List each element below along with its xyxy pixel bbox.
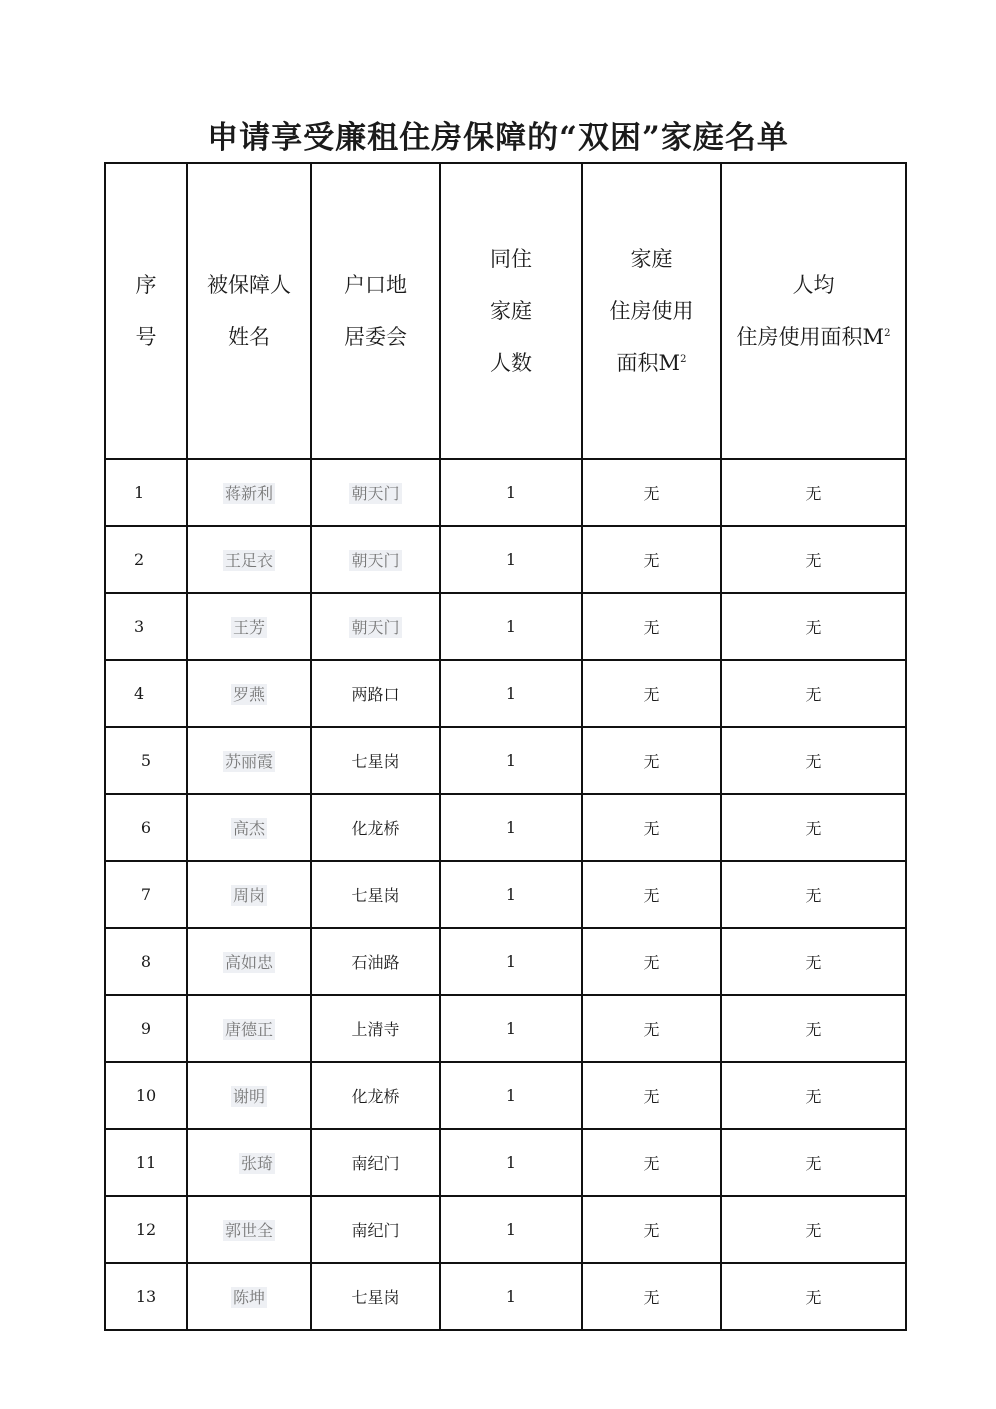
cell-members-text: 1 (505, 1287, 517, 1306)
cell-residence-text: 七星岗 (351, 1288, 400, 1307)
cell-members (440, 995, 582, 1062)
cell-members-text: 1 (505, 483, 517, 502)
cell-area-text: 无 (643, 685, 660, 704)
cell-per-capita (721, 794, 906, 861)
cell-area-text: 无 (643, 1221, 660, 1240)
cell-name (187, 459, 311, 526)
header-per-capita: 人均 住房使用面积$M^2$ (721, 163, 906, 459)
cell-area-text: 无 (643, 618, 660, 637)
cell-area (582, 794, 721, 861)
cell-per-capita-text: 无 (805, 685, 822, 704)
cell-members (440, 526, 582, 593)
cell-per-capita (721, 1129, 906, 1196)
cell-members-text: 1 (505, 1220, 517, 1239)
document-title: 申请享受廉租住房保障的“双困”家庭名单 (207, 120, 789, 156)
cell-area-text: 无 (643, 1154, 660, 1173)
cell-name-text: 高杰 (232, 819, 265, 838)
cell-members-text: 1 (505, 550, 517, 569)
cell-name (187, 593, 311, 660)
cell-name-text: 王足衣 (224, 551, 273, 570)
cell-members (440, 794, 582, 861)
cell-members-text: 1 (505, 751, 517, 770)
cell-per-capita-text: 无 (805, 1087, 822, 1106)
header-row (105, 163, 906, 459)
cell-residence-text: 南纪门 (351, 1221, 400, 1240)
cell-per-capita (721, 1062, 906, 1129)
cell-name (187, 928, 311, 995)
cell-residence (311, 593, 440, 660)
cell-seq-text: 5 (140, 751, 152, 770)
cell-area-text: 无 (643, 1087, 660, 1106)
cell-per-capita (721, 459, 906, 526)
cell-seq-text: 11 (135, 1153, 157, 1172)
table-row (105, 794, 906, 861)
cell-seq (105, 660, 187, 727)
cell-members-text: 1 (505, 818, 517, 837)
cell-members (440, 1196, 582, 1263)
cell-residence-text: 七星岗 (351, 886, 400, 905)
cell-residence-text: 两路口 (351, 685, 400, 704)
cell-name (187, 660, 311, 727)
cell-name (187, 1062, 311, 1129)
cell-seq-text: 8 (140, 952, 152, 971)
cell-per-capita-text: 无 (805, 752, 822, 771)
cell-area-text: 无 (643, 953, 660, 972)
cell-seq (105, 526, 187, 593)
cell-members (440, 1263, 582, 1330)
cell-seq (105, 1062, 187, 1129)
cell-area-text: 无 (643, 1288, 660, 1307)
cell-name-text: 唐德正 (224, 1020, 273, 1039)
cell-members-text: 1 (505, 617, 517, 636)
cell-seq-text: 12 (135, 1220, 157, 1239)
cell-per-capita (721, 1196, 906, 1263)
cell-name-text: 谢明 (232, 1087, 265, 1106)
cell-per-capita (721, 593, 906, 660)
cell-seq (105, 727, 187, 794)
cell-name (187, 1196, 311, 1263)
cell-per-capita-text: 无 (805, 618, 822, 637)
cell-residence (311, 526, 440, 593)
cell-area-text: 无 (643, 484, 660, 503)
cell-per-capita-text: 无 (805, 551, 822, 570)
cell-residence-text: 化龙桥 (351, 819, 400, 838)
cell-per-capita-text: 无 (805, 484, 822, 503)
cell-per-capita-text: 无 (805, 1020, 822, 1039)
cell-per-capita-text: 无 (805, 819, 822, 838)
cell-residence (311, 928, 440, 995)
cell-residence-text: 化龙桥 (351, 1087, 400, 1106)
cell-members-text: 1 (505, 1086, 517, 1105)
cell-seq-text: 2 (134, 550, 145, 569)
cell-seq-text: 10 (135, 1086, 157, 1105)
cell-area (582, 593, 721, 660)
table-row (105, 1196, 906, 1263)
cell-seq (105, 794, 187, 861)
cell-per-capita (721, 727, 906, 794)
header-residence: 户口地 居委会 (311, 163, 440, 459)
table-row (105, 727, 906, 794)
table-row (105, 660, 906, 727)
cell-name-text: 高如忠 (224, 953, 273, 972)
cell-seq-text: 7 (140, 885, 152, 904)
table-row (105, 928, 906, 995)
cell-area (582, 928, 721, 995)
cell-seq (105, 1129, 187, 1196)
cell-residence (311, 861, 440, 928)
cell-area (582, 1129, 721, 1196)
cell-members-text: 1 (505, 684, 517, 703)
cell-seq (105, 1263, 187, 1330)
cell-seq-text: 13 (135, 1287, 157, 1306)
cell-residence-text: 朝天门 (351, 618, 400, 637)
cell-per-capita (721, 861, 906, 928)
cell-residence (311, 727, 440, 794)
cell-residence (311, 794, 440, 861)
table-row (105, 593, 906, 660)
cell-area (582, 1062, 721, 1129)
cell-seq-text: 4 (134, 684, 145, 703)
cell-area (582, 1263, 721, 1330)
cell-name (187, 861, 311, 928)
cell-per-capita (721, 995, 906, 1062)
cell-members-text: 1 (505, 1153, 517, 1172)
cell-area-text: 无 (643, 819, 660, 838)
cell-area-text: 无 (643, 752, 660, 771)
cell-area (582, 995, 721, 1062)
cell-members (440, 928, 582, 995)
cell-residence (311, 660, 440, 727)
cell-name (187, 727, 311, 794)
cell-per-capita-text: 无 (805, 1221, 822, 1240)
cell-seq-text: 3 (134, 617, 145, 636)
cell-residence (311, 1263, 440, 1330)
cell-per-capita (721, 928, 906, 995)
cell-seq (105, 995, 187, 1062)
cell-area-text: 无 (643, 886, 660, 905)
roster-table (104, 162, 907, 1331)
cell-members-text: 1 (505, 885, 517, 904)
table-row (105, 1263, 906, 1330)
cell-members (440, 1129, 582, 1196)
cell-residence-text: 朝天门 (351, 484, 400, 503)
cell-area-text: 无 (643, 551, 660, 570)
cell-name (187, 1129, 311, 1196)
cell-name-text: 郭世全 (224, 1221, 273, 1240)
cell-name-text: 罗燕 (232, 685, 265, 704)
cell-area-text: 无 (643, 1020, 660, 1039)
cell-residence (311, 995, 440, 1062)
table-row (105, 861, 906, 928)
cell-members (440, 660, 582, 727)
table-row (105, 1129, 906, 1196)
table-body (105, 459, 906, 1330)
cell-area (582, 459, 721, 526)
cell-residence-text: 七星岗 (351, 752, 400, 771)
cell-seq-text: 1 (134, 483, 145, 502)
cell-name-text: 王芳 (232, 618, 265, 637)
cell-name (187, 526, 311, 593)
cell-members-text: 1 (505, 952, 517, 971)
table-row (105, 1062, 906, 1129)
cell-name-text: 张琦 (240, 1154, 273, 1173)
cell-members-text: 1 (505, 1019, 517, 1038)
cell-per-capita-text: 无 (805, 1154, 822, 1173)
cell-seq (105, 459, 187, 526)
cell-per-capita (721, 526, 906, 593)
cell-residence-text: 南纪门 (351, 1154, 400, 1173)
cell-members (440, 727, 582, 794)
cell-residence-text: 石油路 (351, 953, 400, 972)
cell-name-text: 苏丽霞 (224, 752, 273, 771)
cell-residence-text: 朝天门 (351, 551, 400, 570)
cell-residence (311, 1062, 440, 1129)
cell-area (582, 861, 721, 928)
cell-name (187, 995, 311, 1062)
cell-name (187, 1263, 311, 1330)
header-seq: 序 号 (105, 163, 187, 459)
table-row (105, 459, 906, 526)
cell-residence (311, 1196, 440, 1263)
cell-per-capita-text: 无 (805, 1288, 822, 1307)
header-name: 被保障人 姓名 (187, 163, 311, 459)
cell-per-capita (721, 660, 906, 727)
cell-name (187, 794, 311, 861)
cell-area (582, 526, 721, 593)
cell-members (440, 1062, 582, 1129)
cell-name-text: 周岗 (232, 886, 265, 905)
cell-per-capita-text: 无 (805, 886, 822, 905)
cell-seq (105, 928, 187, 995)
cell-residence-text: 上清寺 (351, 1020, 400, 1039)
cell-area (582, 660, 721, 727)
cell-area (582, 1196, 721, 1263)
table-row (105, 995, 906, 1062)
cell-seq-text: 6 (140, 818, 152, 837)
cell-per-capita-text: 无 (805, 953, 822, 972)
cell-seq (105, 593, 187, 660)
cell-members (440, 593, 582, 660)
header-members: 同住 家庭 人数 (440, 163, 582, 459)
cell-residence (311, 459, 440, 526)
table-row (105, 526, 906, 593)
cell-residence (311, 1129, 440, 1196)
cell-area (582, 727, 721, 794)
cell-seq-text: 9 (140, 1019, 152, 1038)
cell-name-text: 蒋新利 (224, 484, 273, 503)
header-area: 家庭 住房使用 面积$M^2$ (582, 163, 721, 459)
cell-seq (105, 1196, 187, 1263)
cell-per-capita (721, 1263, 906, 1330)
cell-seq (105, 861, 187, 928)
cell-members (440, 861, 582, 928)
cell-members (440, 459, 582, 526)
cell-name-text: 陈坤 (232, 1288, 265, 1307)
